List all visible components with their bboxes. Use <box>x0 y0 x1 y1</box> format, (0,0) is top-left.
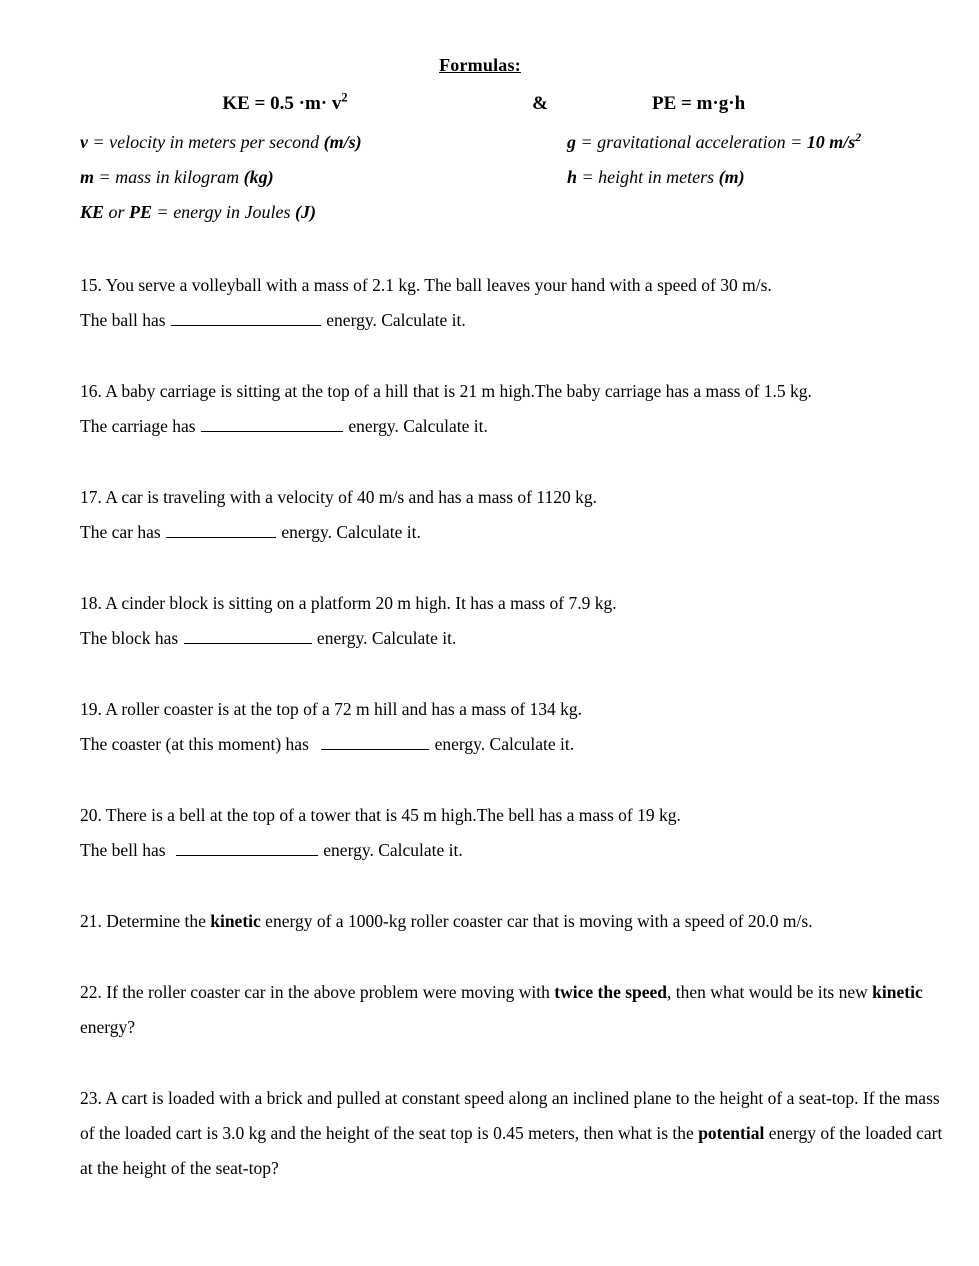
answer-blank[interactable] <box>201 414 343 432</box>
definition-gravity-exponent: 2 <box>855 130 862 144</box>
formulas-heading: Formulas: <box>439 55 521 75</box>
definition-row-m-h <box>80 160 940 195</box>
definition-mass-unit: (kg) <box>243 167 274 187</box>
question-item <box>80 692 950 762</box>
definition-mass-text: = mass in kilogram <box>94 167 244 187</box>
question-answer-line <box>80 515 950 550</box>
question-answer-line <box>80 621 950 656</box>
question-answer-line <box>80 727 950 762</box>
question-item <box>80 374 950 444</box>
answer-line-prefix: The bell has <box>80 840 166 860</box>
question-prompt: 20. There is a bell at the top of a tower that is 45 m high.The bell has a mass of 19 kg. <box>80 805 681 825</box>
definition-velocity-unit: (m/s) <box>323 132 362 152</box>
symbol-v: v <box>80 132 88 152</box>
formula-equations-row <box>80 87 940 121</box>
question-item <box>80 586 950 656</box>
question-item <box>80 1081 950 1186</box>
q23-bold-potential: potential <box>698 1123 765 1143</box>
answer-blank[interactable] <box>184 626 312 644</box>
ke-formula-text: KE = 0.5 ·m· v <box>222 93 342 114</box>
kinetic-energy-formula <box>80 87 500 121</box>
definition-gravity-text: = gravitational acceleration = <box>576 132 807 152</box>
question-prompt: 15. You serve a volleyball with a mass of 2.1 kg. The ball leaves your hand with a speed of 30 m/s. <box>80 275 772 295</box>
q22-bold-kinetic: kinetic <box>872 982 923 1002</box>
answer-blank[interactable] <box>176 838 318 856</box>
formula-ampersand: & <box>532 93 548 114</box>
question-prompt <box>80 975 950 1045</box>
answer-blank[interactable] <box>166 520 276 538</box>
definition-mass <box>80 160 567 195</box>
answer-line-prefix: The car has <box>80 522 161 542</box>
definition-energy-or: or <box>104 202 130 222</box>
q23-part2: energy of the loaded cart at the height of the seat-top? <box>80 1123 943 1178</box>
q22-part3: energy? <box>80 1017 136 1037</box>
definition-velocity-text: = velocity in meters per second <box>88 132 324 152</box>
questions-section <box>80 268 950 1186</box>
definition-energy-unit: (J) <box>294 202 316 222</box>
q21-part2: energy of a 1000-kg roller coaster car that is moving with a speed of 20.0 m/s. <box>260 911 813 931</box>
symbol-m: m <box>80 167 95 187</box>
q21-bold-kinetic: kinetic <box>210 911 261 931</box>
answer-line-suffix: energy. Calculate it. <box>323 840 463 860</box>
answer-line-suffix: energy. Calculate it. <box>434 734 575 754</box>
symbol-g: g <box>567 132 576 152</box>
q23-part1: 23. A cart is loaded with a brick and pulled at constant speed along an inclined plane to the height of a seat-top. If the mass of the loaded cart is 3.0 kg and the height of the seat top is 0.45 meters, then what is the <box>80 1088 940 1143</box>
question-item <box>80 480 950 550</box>
symbol-pe: PE <box>129 202 153 222</box>
answer-blank[interactable] <box>321 732 429 750</box>
definition-height-text: = height in meters <box>577 167 719 187</box>
symbol-ke: KE <box>80 202 105 222</box>
question-prompt <box>80 1081 950 1186</box>
definition-gravity-value: 10 m/s <box>806 132 856 152</box>
question-prompt: 17. A car is traveling with a velocity of 40 m/s and has a mass of 1120 kg. <box>80 487 597 507</box>
definition-gravity <box>567 125 940 160</box>
question-item <box>80 975 950 1045</box>
definition-row-v-g <box>80 125 940 160</box>
question-item <box>80 904 950 939</box>
question-answer-line <box>80 409 950 444</box>
question-item <box>80 268 950 338</box>
q21-part1: 21. Determine the <box>80 911 211 931</box>
question-item <box>80 798 950 868</box>
formulas-section <box>80 52 940 230</box>
answer-blank[interactable] <box>171 308 321 326</box>
definition-height-unit: (m) <box>718 167 745 187</box>
answer-line-prefix: The coaster (at this moment) has <box>80 734 309 754</box>
question-prompt: 16. A baby carriage is sitting at the top of a hill that is 21 m high.The baby carriage has a mass of 1.5 kg. <box>80 381 812 401</box>
answer-line-suffix: energy. Calculate it. <box>326 310 466 330</box>
question-prompt: 18. A cinder block is sitting on a platform 20 m high. It has a mass of 7.9 kg. <box>80 593 617 613</box>
q22-part1: 22. If the roller coaster car in the above problem were moving with <box>80 982 555 1002</box>
answer-line-suffix: energy. Calculate it. <box>281 522 421 542</box>
answer-line-prefix: The block has <box>80 628 179 648</box>
definition-height <box>567 160 940 195</box>
symbol-h: h <box>567 167 578 187</box>
potential-energy-formula: PE = m·g·h <box>652 93 746 114</box>
question-answer-line <box>80 303 950 338</box>
answer-line-prefix: The ball has <box>80 310 166 330</box>
answer-line-suffix: energy. Calculate it. <box>316 628 457 648</box>
answer-line-prefix: The carriage has <box>80 416 196 436</box>
q22-bold-twice-the-speed: twice the speed <box>554 982 668 1002</box>
question-prompt <box>80 904 950 939</box>
variable-definitions <box>80 125 940 230</box>
definition-energy-text: = energy in Joules <box>152 202 295 222</box>
answer-line-suffix: energy. Calculate it. <box>348 416 488 436</box>
q22-part2: , then what would be its new <box>667 982 873 1002</box>
question-answer-line <box>80 833 950 868</box>
definition-energy <box>80 195 940 230</box>
question-prompt: 19. A roller coaster is at the top of a 72 m hill and has a mass of 134 kg. <box>80 699 583 719</box>
definition-velocity <box>80 125 567 160</box>
ke-formula-exponent: 2 <box>341 90 348 105</box>
